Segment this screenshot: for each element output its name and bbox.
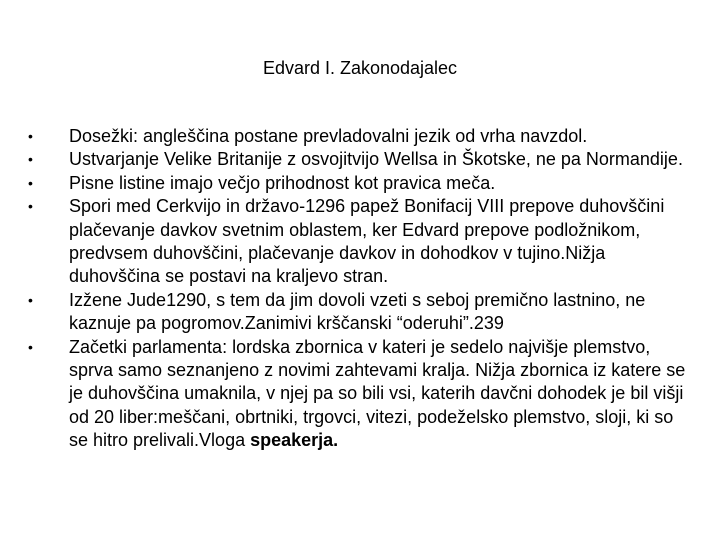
list-item — [0, 336, 720, 453]
bullet-icon: • — [28, 151, 33, 168]
slide-title: Edvard I. Zakonodajalec — [262, 58, 458, 78]
list-item — [0, 148, 720, 171]
bullet-icon: • — [28, 198, 33, 215]
list-item — [0, 195, 720, 289]
bullet-icon: • — [28, 291, 33, 308]
bullet-list — [0, 125, 720, 453]
list-item — [0, 125, 720, 148]
bullet-bold-text: speakerja. — [250, 430, 339, 451]
bullet-icon: • — [28, 174, 33, 191]
bullet-text: Izžene Jude1290, s tem da jim dovoli vzeti s seboj premično lastnino, ne kaznuje pa pogromov.Zanimivi krščanski “oderuhi”.239 — [69, 289, 646, 334]
bullet-text: Pisne listine imajo večjo prihodnost kot pravica meča. — [69, 172, 496, 193]
bullet-text: Začetki parlamenta: lordska zbornica v kateri je sedelo najvišje plemstvo, sprva samo seznanjeno z novimi zahtevami kralja. Nižja zbornica iz katere se je duhovščina umaknila, v njej pa so bili vsi, katerih davčni dohodek je bil višji od 20 liber:meščani, obrtniki, trgovci, vitezi, podeželsko plemstvo, sloji, ki so se hitro prelivali.Vloga — [69, 336, 686, 451]
bullet-icon: • — [28, 338, 33, 355]
bullet-text: Ustvarjanje Velike Britanije z osvojitvijo Wellsa in Škotske, ne pa Normandije. — [69, 149, 683, 170]
bullet-text: Spori med Cerkvijo in državo-1296 papež Bonifacij VIII prepove duhovščini plačevanje davkov svetnim oblastem, ker Edvard prepove podložnikom, predvsem duhovščini, plačevanje davkov in dohodkov v tujino.Nižja duhovščina se postavi na kraljevo stran. — [69, 196, 665, 287]
list-item — [0, 289, 720, 336]
bullet-text: Dosežki: angleščina postane prevladovalni jezik od vrha navzdol. — [69, 126, 588, 146]
list-item — [0, 172, 720, 195]
bullet-icon: • — [28, 128, 33, 144]
